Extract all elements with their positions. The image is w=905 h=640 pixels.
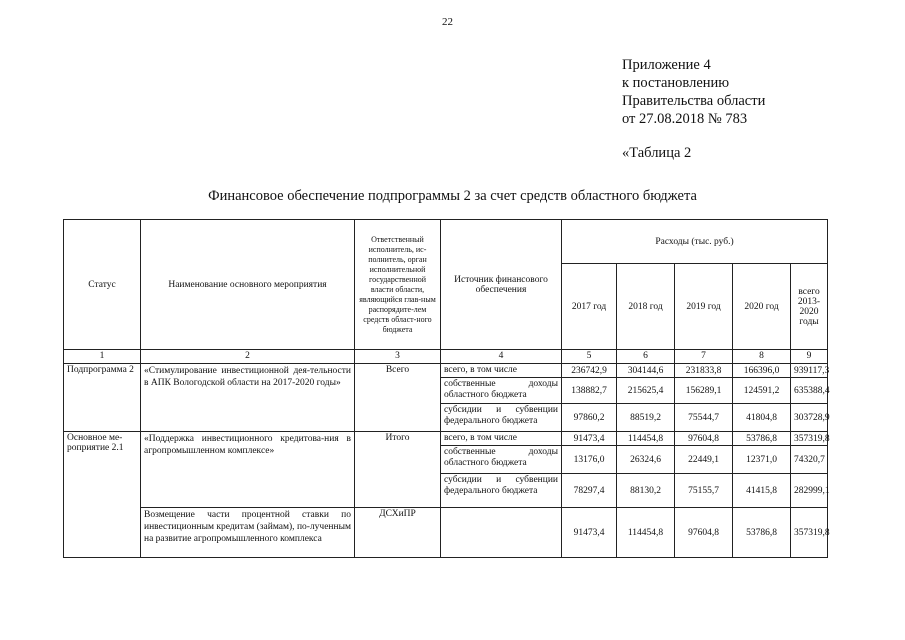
- col-number: 6: [617, 350, 675, 364]
- appendix-line-1: Приложение 4: [622, 57, 711, 73]
- header-year-2020: 2020 год: [733, 264, 791, 350]
- responsible-cell: Итого: [355, 432, 441, 508]
- activity-name-cell: «Поддержка инвестиционного кредитова-ния в агропромышленном комплексе»: [141, 432, 355, 508]
- source-cell: всего, в том числе: [441, 432, 562, 446]
- header-expenses: Расходы (тыс. руб.): [562, 220, 828, 264]
- value-cell: 635388,4: [791, 378, 828, 404]
- value-cell: 75155,7: [675, 474, 733, 508]
- header-status: Статус: [64, 220, 141, 350]
- value-cell: 138882,7: [562, 378, 617, 404]
- value-cell: 12371,0: [733, 446, 791, 474]
- source-cell: собственные доходы областного бюджета: [441, 378, 562, 404]
- value-cell: 156289,1: [675, 378, 733, 404]
- value-cell: 304144,6: [617, 364, 675, 378]
- header-source: Источник финансового обеспечения: [441, 220, 562, 350]
- value-cell: 78297,4: [562, 474, 617, 508]
- col-number: 7: [675, 350, 733, 364]
- source-cell: субсидии и субвенции федерального бюджета: [441, 404, 562, 432]
- value-cell: 97604,8: [675, 508, 733, 558]
- value-cell: 357319,8: [791, 432, 828, 446]
- value-cell: 88519,2: [617, 404, 675, 432]
- header-year-2019: 2019 год: [675, 264, 733, 350]
- source-cell: собственные доходы областного бюджета: [441, 446, 562, 474]
- value-cell: 303728,9: [791, 404, 828, 432]
- col-number: 8: [733, 350, 791, 364]
- value-cell: 114454,8: [617, 432, 675, 446]
- page-number: 22: [442, 16, 453, 28]
- column-numbers-row: [64, 350, 828, 364]
- value-cell: 26324,6: [617, 446, 675, 474]
- header-responsible: Ответственный исполнитель, ис-полнитель, орган исполнительной государственной власти области, являющийся глав-ным распорядите-лем средств област-ного бюджета: [355, 220, 441, 350]
- appendix-line-3: Правительства области: [622, 93, 766, 109]
- responsible-cell: ДСХиПР: [355, 508, 441, 558]
- value-cell: 41415,8: [733, 474, 791, 508]
- value-cell: 282999,1: [791, 474, 828, 508]
- appendix-line-4: от 27.08.2018 № 783: [622, 111, 748, 127]
- status-cell: Основное ме-роприятие 2.1: [64, 432, 141, 558]
- value-cell: 97860,2: [562, 404, 617, 432]
- value-cell: 53786,8: [733, 508, 791, 558]
- value-cell: 53786,8: [733, 432, 791, 446]
- value-cell: 357319,8: [791, 508, 828, 558]
- value-cell: 166396,0: [733, 364, 791, 378]
- value-cell: 114454,8: [617, 508, 675, 558]
- header-year-2017: 2017 год: [562, 264, 617, 350]
- col-number: 4: [441, 350, 562, 364]
- status-cell: Подпрограмма 2: [64, 364, 141, 432]
- value-cell: 13176,0: [562, 446, 617, 474]
- source-cell: субсидии и субвенции федерального бюджета: [441, 474, 562, 508]
- header-total: всего 2013-2020 годы: [791, 264, 828, 350]
- document-title: Финансовое обеспечение подпрограммы 2 за счет средств областного бюджета: [208, 188, 697, 204]
- activity-name-cell: Возмещение части процентной ставки по инвестиционным кредитам (займам), по-лученным на развитие агропромышленного комплекса: [141, 508, 355, 558]
- financing-table: [63, 219, 828, 558]
- value-cell: 939117,3: [791, 364, 828, 378]
- value-cell: 91473,4: [562, 432, 617, 446]
- table-row: [64, 432, 828, 446]
- col-number: 5: [562, 350, 617, 364]
- source-cell: всего, в том числе: [441, 364, 562, 378]
- value-cell: 91473,4: [562, 508, 617, 558]
- col-number: 9: [791, 350, 828, 364]
- header-year-2018: 2018 год: [617, 264, 675, 350]
- value-cell: 124591,2: [733, 378, 791, 404]
- value-cell: 74320,7: [791, 446, 828, 474]
- table-row: [64, 364, 828, 378]
- value-cell: 236742,9: [562, 364, 617, 378]
- value-cell: 41804,8: [733, 404, 791, 432]
- value-cell: 88130,2: [617, 474, 675, 508]
- header-name: Наименование основного мероприятия: [141, 220, 355, 350]
- activity-name-cell: «Стимулирование инвестиционной дея-тельности в АПК Вологодской области на 2017-2020 годы»: [141, 364, 355, 432]
- responsible-cell: Всего: [355, 364, 441, 432]
- value-cell: 22449,1: [675, 446, 733, 474]
- value-cell: 75544,7: [675, 404, 733, 432]
- col-number: 1: [64, 350, 141, 364]
- value-cell: 97604,8: [675, 432, 733, 446]
- value-cell: 231833,8: [675, 364, 733, 378]
- col-number: 3: [355, 350, 441, 364]
- appendix-line-2: к постановлению: [622, 75, 730, 91]
- source-cell: [441, 508, 562, 558]
- table-row: [64, 508, 828, 558]
- table-label: «Таблица 2: [622, 145, 692, 161]
- value-cell: 215625,4: [617, 378, 675, 404]
- appendix-block: [622, 56, 765, 128]
- col-number: 2: [141, 350, 355, 364]
